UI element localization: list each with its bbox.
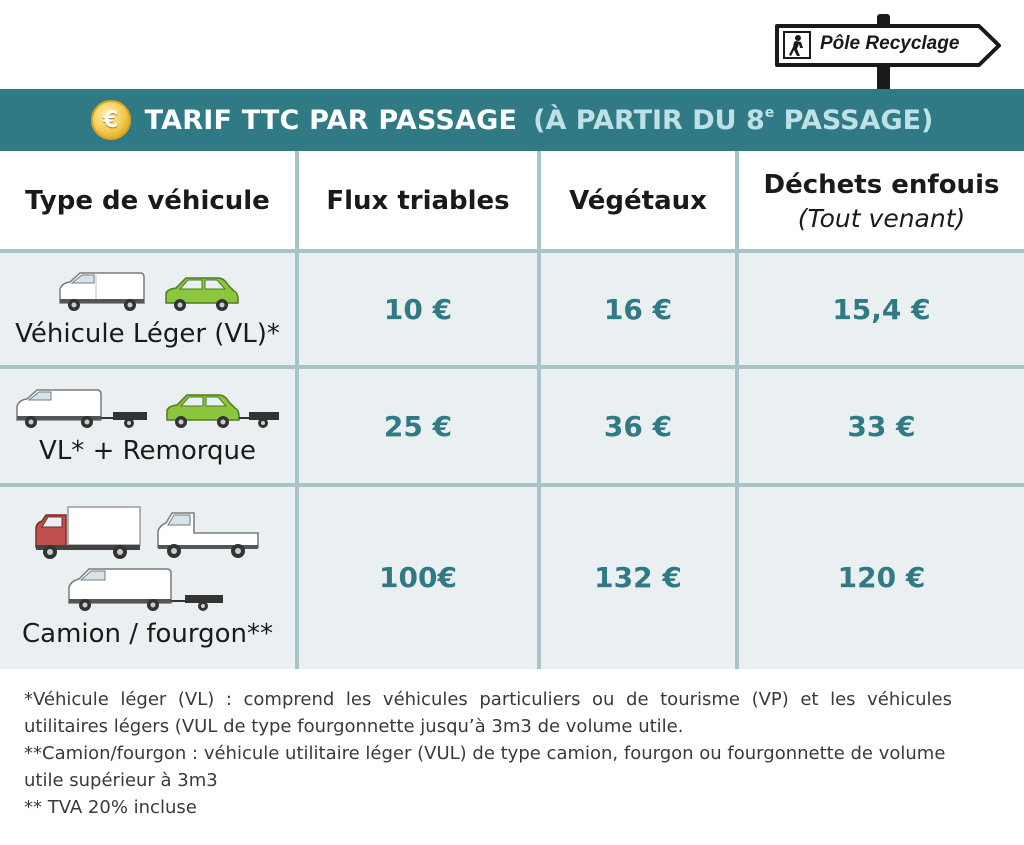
vehicle-label: VL* + Remorque bbox=[39, 436, 256, 466]
table-row bbox=[0, 251, 1024, 367]
footnotes bbox=[24, 686, 952, 821]
col-header-landfill: Déchets enfouis bbox=[763, 169, 1000, 200]
white-pickup-icon bbox=[156, 509, 260, 561]
price-landfill: 33 € bbox=[847, 409, 916, 443]
col-header-vehicle: Type de véhicule bbox=[25, 186, 270, 216]
price-green: 36 € bbox=[603, 409, 673, 443]
white-van-icon bbox=[56, 269, 148, 313]
header-subtitle: (À PARTIR DU 8e PASSAGE) bbox=[533, 104, 934, 136]
footnote-vl: *Véhicule léger (VL) : comprend les véhicules particuliers ou de tourisme (VP) et les véhicules utilitaires légers (VUL de type fourgonnette jusqu’à 3m3 de volume utile. bbox=[24, 689, 952, 737]
vehicle-label: Camion / fourgon** bbox=[22, 619, 273, 649]
price-landfill: 120 € bbox=[837, 560, 926, 594]
euro-coin-icon: € bbox=[91, 100, 131, 140]
col-header-green: Végétaux bbox=[569, 186, 707, 216]
van-with-trailer-icon bbox=[15, 386, 149, 430]
footnote-tva: ** TVA 20% incluse bbox=[24, 797, 197, 818]
col-header-landfill-sub: (Tout venant) bbox=[797, 203, 966, 233]
grid-line bbox=[0, 483, 1024, 487]
col-header-sortable: Flux triables bbox=[326, 186, 510, 216]
table-header-row bbox=[0, 151, 1024, 251]
signpost-label: Pôle Recyclage bbox=[820, 33, 960, 54]
price-sortable: 25 € bbox=[383, 409, 453, 443]
price-green: 16 € bbox=[603, 292, 673, 326]
grid-line bbox=[0, 249, 1024, 253]
table-row bbox=[0, 367, 1024, 485]
car-with-trailer-icon bbox=[165, 390, 281, 430]
large-van-with-trailer-icon bbox=[67, 567, 227, 613]
red-truck-icon bbox=[34, 505, 142, 561]
grid-line bbox=[735, 151, 739, 669]
price-sortable: 100€ bbox=[379, 560, 457, 594]
grid-line bbox=[0, 365, 1024, 369]
recycling-person-icon bbox=[783, 31, 811, 59]
grid-line bbox=[537, 151, 541, 669]
footnote-truck: **Camion/fourgon : véhicule utilitaire léger (VUL) de type camion, fourgon ou fourgonnette de volume utile supérieur à 3m3 bbox=[24, 743, 946, 791]
grid-line bbox=[295, 151, 299, 669]
price-landfill: 15,4 € bbox=[832, 292, 931, 326]
green-car-icon bbox=[162, 273, 240, 313]
header-title: TARIF TTC PAR PASSAGE bbox=[144, 104, 518, 136]
price-sortable: 10 € bbox=[383, 292, 453, 326]
vehicle-label: Véhicule Léger (VL)* bbox=[15, 319, 280, 349]
table-row bbox=[0, 485, 1024, 669]
price-green: 132 € bbox=[594, 560, 682, 594]
header-band bbox=[0, 89, 1024, 151]
